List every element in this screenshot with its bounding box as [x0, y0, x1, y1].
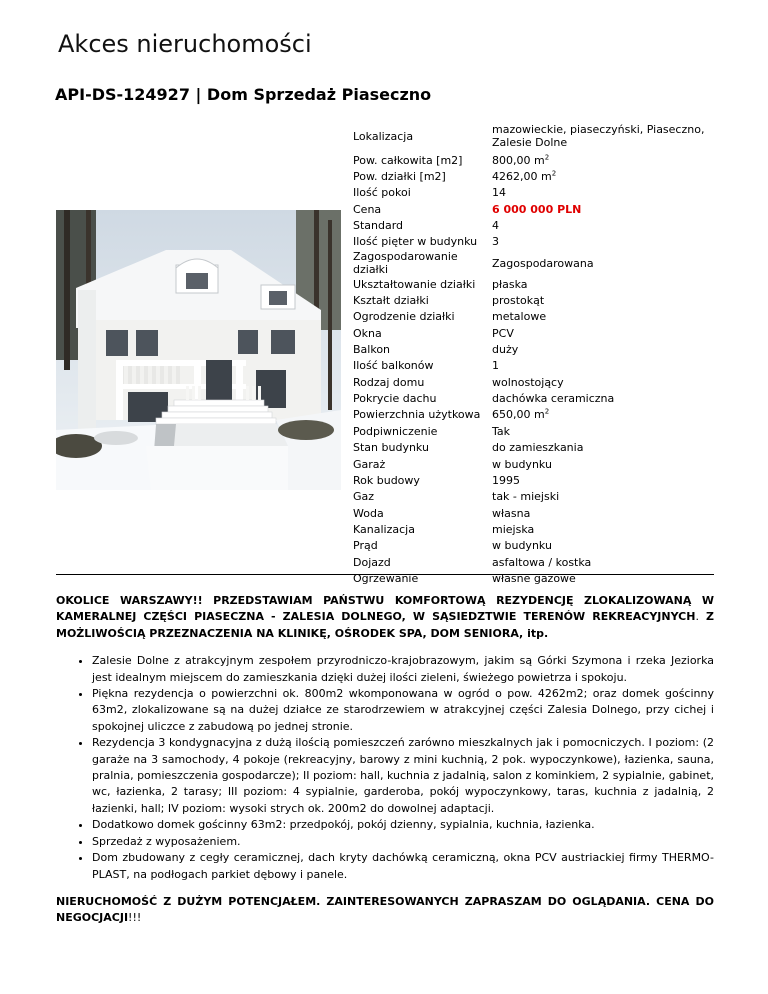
- param-label: Ogrodzenie działki: [353, 310, 455, 324]
- param-value: [492, 120, 715, 152]
- description-bullet: • Sprzedaż z wyposażeniem.: [92, 834, 714, 850]
- param-label: Okna: [353, 326, 382, 340]
- intro-headline-2: Z MOŻLIWOŚCIĄ PRZEZNACZENIA NA KLINIKĘ, OŚRODEK SPA, DOM SENIORA, itp.: [56, 610, 714, 640]
- param-label: Standard: [353, 219, 404, 233]
- param-label: Pow. działki [m2]: [353, 170, 446, 184]
- agency-name: Akces nieruchomości: [58, 30, 312, 58]
- param-label: Garaż: [353, 457, 386, 471]
- param-value: [492, 407, 715, 423]
- param-value: [492, 554, 715, 570]
- param-value-text: 3: [492, 235, 499, 249]
- param-value-text: Zagospodarowana: [492, 256, 594, 270]
- param-row: [353, 538, 715, 554]
- outro-tail: !!!: [128, 911, 142, 925]
- param-label: Ilość pokoi: [353, 186, 411, 200]
- param-row: [353, 325, 715, 341]
- param-value: [492, 168, 715, 184]
- param-row: [353, 120, 715, 152]
- param-unit-superscript: 2: [551, 169, 557, 178]
- description-bullets: [56, 653, 714, 883]
- param-row: [353, 276, 715, 292]
- param-label: Pokrycie dachu: [353, 392, 437, 406]
- param-value-text: dachówka ceramiczna: [492, 392, 615, 406]
- param-value-text: 650,00 m: [492, 408, 545, 422]
- param-value-text: Tak: [492, 424, 511, 438]
- param-row: [353, 201, 715, 217]
- param-value: [492, 309, 715, 325]
- param-value-text: własna: [492, 506, 531, 520]
- param-value: [492, 390, 715, 406]
- param-value-text: w budynku: [492, 539, 552, 553]
- param-label: Dojazd: [353, 555, 391, 569]
- param-value: [492, 472, 715, 488]
- param-value-text: mazowieckie, piaseczyński, Piaseczno, Zalesie Dolne: [492, 123, 705, 149]
- param-unit-superscript: 2: [544, 407, 550, 416]
- param-label: Lokalizacja: [353, 129, 414, 143]
- param-value-text: wolnostojący: [492, 375, 564, 389]
- param-value: [492, 201, 715, 217]
- param-label: Rodzaj domu: [353, 375, 425, 389]
- param-value: [492, 325, 715, 341]
- param-value-text: własne gazowe: [492, 571, 576, 585]
- param-label: Woda: [353, 506, 384, 520]
- param-label: Ogrzewanie: [353, 571, 419, 585]
- param-label: Kanalizacja: [353, 522, 415, 536]
- description: [56, 593, 714, 927]
- param-label: Zagospodarowanie działki: [353, 250, 458, 277]
- param-value-text: płaska: [492, 277, 528, 291]
- param-value-text: tak - miejski: [492, 490, 560, 504]
- param-row: [353, 185, 715, 201]
- description-bullet: • Piękna rezydencja o powierzchni ok. 800m2 wkomponowana w ogród o pow. 4262m2; oraz domek gościnny 63m2, zlokalizowane są na dużej działce ze starodrzewiem w atrakcyjnej części Zalesia Dolnego, przy cichej i spokojnej uliczce z zabudową po jednej stronie.: [92, 686, 714, 735]
- param-label: Stan budynku: [353, 441, 429, 455]
- param-value-text: metalowe: [492, 310, 547, 324]
- param-row: [353, 489, 715, 505]
- param-row: [353, 554, 715, 570]
- param-row: [353, 250, 715, 276]
- description-outro: [56, 894, 714, 927]
- param-value-text: 4: [492, 219, 499, 233]
- param-value: [492, 250, 715, 276]
- param-row: [353, 423, 715, 439]
- param-label: Balkon: [353, 343, 391, 357]
- param-value: [492, 374, 715, 390]
- param-label: Podpiwniczenie: [353, 424, 438, 438]
- param-row: [353, 234, 715, 250]
- description-bullet: • Zalesie Dolne z atrakcyjnym zespołem przyrodniczo-krajobrazowym, jakim są Górki Szymona i rzeka Jeziorka jest idealnym miejscem do zamieszkania dzięki dużej ilości zieleni, świeżego powietrza i spokoju.: [92, 653, 714, 686]
- param-label: Cena: [353, 202, 382, 216]
- param-value: [492, 217, 715, 233]
- param-value: [492, 489, 715, 505]
- param-value: [492, 292, 715, 308]
- param-value: [492, 570, 715, 586]
- param-value: [492, 538, 715, 554]
- param-row: [353, 217, 715, 233]
- param-row: [353, 309, 715, 325]
- param-unit-superscript: 2: [544, 153, 550, 162]
- param-value: [492, 152, 715, 168]
- property-photo: [56, 210, 341, 490]
- param-label: Kształt działki: [353, 294, 429, 308]
- description-bullet: • Dodatkowo domek gościnny 63m2: przedpokój, pokój dzienny, sypialnia, kuchnia, łazienka.: [92, 817, 714, 833]
- param-value-text: miejska: [492, 522, 535, 536]
- param-value: [492, 423, 715, 439]
- param-value: [492, 185, 715, 201]
- param-row: [353, 358, 715, 374]
- property-parameters-table: [353, 120, 715, 587]
- param-value: [492, 358, 715, 374]
- param-value: [492, 341, 715, 357]
- param-row: [353, 472, 715, 488]
- param-value-text: w budynku: [492, 457, 552, 471]
- param-value: [492, 440, 715, 456]
- param-value-text: duży: [492, 343, 519, 357]
- param-value: [492, 505, 715, 521]
- intro-period: .: [695, 610, 699, 624]
- param-row: [353, 407, 715, 423]
- listing-title: API-DS-124927 | Dom Sprzedaż Piaseczno: [55, 85, 432, 104]
- param-label: Pow. całkowita [m2]: [353, 153, 463, 167]
- param-row: [353, 341, 715, 357]
- outro-headline: NIERUCHOMOŚĆ Z DUŻYM POTENCJAŁEM. ZAINTERESOWANYCH ZAPRASZAM DO OGLĄDANIA. CENA DO NEGOCJACJI: [56, 894, 714, 925]
- param-label: Rok budowy: [353, 473, 420, 487]
- param-value-text: 1995: [492, 473, 520, 487]
- param-value-text: 6 000 000 PLN: [492, 202, 582, 216]
- param-label: Gaz: [353, 490, 375, 504]
- param-value-text: 4262,00 m: [492, 170, 552, 184]
- param-row: [353, 374, 715, 390]
- param-row: [353, 456, 715, 472]
- param-value-text: 800,00 m: [492, 153, 545, 167]
- param-value-text: 14: [492, 186, 506, 200]
- param-value: [492, 456, 715, 472]
- description-bullet: • Rezydencja 3 kondygnacyjna z dużą ilością pomieszczeń zarówno mieszkalnych jak i pomocniczych. I poziom: (2 garaże na 3 samochody, 4 pokoje (rekreacyjny, barowy z mini kuchnią, 2 pok. wypoczynkowe), łazienka, sauna, pralnia, pomieszczenia gospodarcze); II poziom: hall, kuchnia z jadalnią, salon z kominkiem, 2 sypialnie, gabinet, wc, łazienka, 2 tarasy; III poziom: 4 sypialnie, garderoba, pokój wypoczynkowy, taras, kuchnia z jadalnią, 2 łazienki, hall; IV poziom: wysoki strych ok. 200m2 do dowolnej adaptacji.: [92, 735, 714, 817]
- description-bullet: • Dom zbudowany z cegły ceramicznej, dach kryty dachówką ceramiczną, okna PCV austriackiej firmy THERMO-PLAST, na podłogach parkiet dębowy i panele.: [92, 850, 714, 883]
- parameters-body: [353, 120, 715, 587]
- param-row: [353, 521, 715, 537]
- param-label: Ilość pięter w budynku: [353, 235, 478, 249]
- param-row: [353, 292, 715, 308]
- param-value: [492, 276, 715, 292]
- param-value-text: asfaltowa / kostka: [492, 555, 592, 569]
- param-value-text: 1: [492, 359, 499, 373]
- param-value: [492, 234, 715, 250]
- param-value-text: PCV: [492, 326, 514, 340]
- param-label: Ilość balkonów: [353, 359, 434, 373]
- section-divider: [56, 574, 714, 575]
- param-row: [353, 390, 715, 406]
- param-label: Powierzchnia użytkowa: [353, 408, 481, 422]
- param-label: Prąd: [353, 539, 378, 553]
- description-intro: [56, 593, 714, 642]
- param-row: [353, 570, 715, 586]
- param-value: [492, 521, 715, 537]
- intro-headline: OKOLICE WARSZAWY!! PRZEDSTAWIAM PAŃSTWU KOMFORTOWĄ REZYDENCJĘ ZLOKALIZOWANĄ W KAMERALNEJ CZĘŚCI PIASECZNA - ZALESIA DOLNEGO, W SĄSIEDZTWIE TERENÓW REKREACYJNYCH: [56, 594, 714, 624]
- param-label: Ukształtowanie działki: [353, 277, 476, 291]
- param-row: [353, 505, 715, 521]
- param-row: [353, 152, 715, 168]
- param-row: [353, 168, 715, 184]
- param-value-text: prostokąt: [492, 294, 545, 308]
- param-value-text: do zamieszkania: [492, 441, 584, 455]
- param-row: [353, 440, 715, 456]
